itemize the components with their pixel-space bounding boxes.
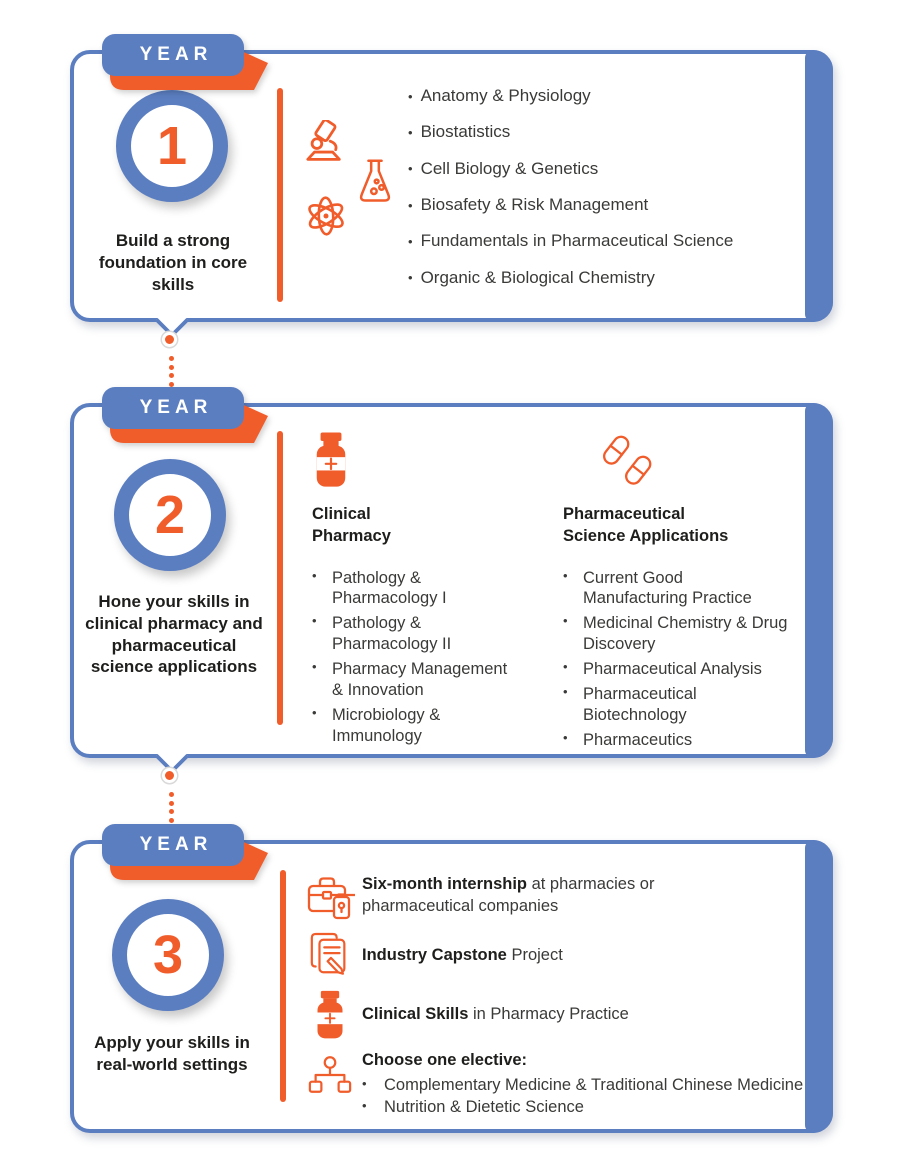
course-item bbox=[408, 259, 733, 295]
orange-divider bbox=[277, 88, 283, 302]
year-1-tab bbox=[102, 34, 274, 96]
item-rest-label: Project bbox=[506, 946, 563, 965]
year-3-item-list bbox=[304, 874, 824, 1118]
year-1-caption: Build a strong foundation in core skills bbox=[98, 231, 248, 294]
item-bold-label: Clinical Skills bbox=[362, 1005, 469, 1024]
bullet: • bbox=[408, 233, 413, 249]
medicine-bottle-icon bbox=[312, 431, 350, 489]
course-label: Medicinal Chemistry & Drug Discovery bbox=[583, 614, 788, 654]
course-label: Biosafety & Risk Management bbox=[420, 195, 649, 215]
bullet: • bbox=[408, 270, 413, 286]
course-item: • Pharmacy Management & Innovation bbox=[312, 659, 527, 701]
course-label: Current Good Manufacturing Practice bbox=[583, 568, 752, 608]
item-bold-label: Choose one elective: bbox=[362, 1051, 528, 1069]
course-item bbox=[408, 187, 733, 223]
course-item: • Pharmaceutical Biotechnology bbox=[563, 684, 798, 726]
course-item: • Pharmaceutics bbox=[563, 730, 798, 751]
bullet: • bbox=[408, 197, 413, 213]
column-heading: Pharmaceutical Science Applications bbox=[563, 505, 729, 546]
course-item bbox=[408, 151, 733, 187]
course-label: Fundamentals in Pharmaceutical Science bbox=[420, 231, 734, 251]
course-label: Pathology & Pharmacology I bbox=[332, 568, 447, 608]
item-bold-label: Industry Capstone bbox=[362, 946, 507, 965]
elective-options-list bbox=[362, 1075, 829, 1119]
course-item: • Pharmaceutical Analysis bbox=[563, 659, 798, 680]
year-number: 2 bbox=[154, 485, 186, 545]
bullet: • bbox=[408, 88, 413, 104]
capstone-row bbox=[304, 932, 824, 980]
elective-item: • Nutrition & Dietetic Science bbox=[362, 1097, 829, 1119]
clinical-pharmacy-course-list bbox=[312, 568, 527, 748]
course-label: Pharmaceutics bbox=[583, 731, 693, 750]
course-item: • Pathology & Pharmacology II bbox=[312, 613, 527, 655]
course-item bbox=[408, 223, 733, 259]
year-1-card bbox=[70, 44, 833, 322]
capstone-documents-icon bbox=[308, 932, 352, 980]
course-item: • Current Good Manufacturing Practice bbox=[563, 568, 798, 610]
year-number: 3 bbox=[152, 925, 184, 985]
elective-item: • Complementary Medicine & Traditional Chinese Medicine bbox=[362, 1075, 829, 1097]
course-label: Pharmacy Management & Innovation bbox=[332, 660, 508, 700]
item-bold-label: Six-month internship bbox=[362, 875, 527, 893]
year-tab-label: YEAR bbox=[139, 44, 213, 65]
item-rest-label: at pharmacies or pharmaceutical companies bbox=[362, 875, 655, 915]
column-heading: Clinical Pharmacy bbox=[312, 505, 391, 546]
orange-divider bbox=[277, 431, 283, 725]
pharma-science-course-list bbox=[563, 568, 798, 752]
course-label: Organic & Biological Chemistry bbox=[420, 267, 655, 287]
connector-dot bbox=[162, 332, 177, 347]
course-label: Anatomy & Physiology bbox=[420, 86, 591, 106]
year-3-caption: Apply your skills in real-world settings bbox=[94, 1033, 250, 1074]
course-label: Cell Biology & Genetics bbox=[420, 158, 599, 178]
capsules-icon bbox=[595, 431, 659, 489]
elective-org-chart-icon bbox=[307, 1054, 353, 1096]
year-3-card bbox=[70, 834, 833, 1133]
course-label: Pathology & Pharmacology II bbox=[332, 614, 452, 654]
year-3-number-badge bbox=[112, 899, 224, 1011]
orange-divider bbox=[280, 870, 286, 1102]
card-right-accent-bar bbox=[805, 50, 833, 322]
flask-icon bbox=[354, 158, 396, 206]
year-1-course-list bbox=[408, 78, 733, 296]
pharma-science-column bbox=[563, 431, 798, 755]
elective-label: Nutrition & Dietetic Science bbox=[384, 1097, 584, 1116]
atom-icon bbox=[302, 192, 350, 240]
course-item bbox=[408, 114, 733, 150]
course-label: Microbiology & Immunology bbox=[332, 706, 441, 746]
elective-label: Complementary Medicine & Traditional Chinese Medicine bbox=[384, 1075, 804, 1094]
item-rest-label: in Pharmacy Practice bbox=[468, 1005, 629, 1024]
connector-dot bbox=[162, 768, 177, 783]
year-tab-label: YEAR bbox=[139, 397, 213, 418]
year-3-tab bbox=[102, 824, 274, 886]
microscope-icon bbox=[296, 120, 356, 166]
course-item bbox=[408, 78, 733, 114]
course-label: Biostatistics bbox=[420, 122, 511, 142]
bullet: • bbox=[408, 124, 413, 140]
internship-briefcase-icon bbox=[305, 874, 355, 922]
elective-row bbox=[304, 1050, 824, 1118]
course-item: • Microbiology & Immunology bbox=[312, 705, 527, 747]
course-item: • Medicinal Chemistry & Drug Discovery bbox=[563, 613, 798, 655]
year-2-caption: Hone your skills in clinical pharmacy and pharmaceutical science applications bbox=[85, 592, 263, 677]
course-item: • Pathology & Pharmacology I bbox=[312, 568, 527, 610]
card-right-accent-bar bbox=[805, 403, 833, 758]
year-2-number-badge bbox=[114, 459, 226, 571]
internship-row bbox=[304, 874, 824, 922]
clinical-pharmacy-column bbox=[312, 431, 527, 751]
science-icon-cluster bbox=[296, 116, 406, 256]
year-number: 1 bbox=[156, 116, 188, 176]
clinical-bottle-icon bbox=[313, 990, 347, 1040]
clinical-skills-row bbox=[304, 990, 824, 1040]
year-2-card bbox=[70, 397, 833, 758]
course-label: Pharmaceutical Biotechnology bbox=[583, 685, 697, 725]
year-1-number-badge bbox=[116, 90, 228, 202]
year-tab-label: YEAR bbox=[139, 834, 213, 855]
year-2-tab bbox=[102, 387, 274, 449]
bullet: • bbox=[408, 161, 413, 177]
course-label: Pharmaceutical Analysis bbox=[583, 660, 762, 679]
